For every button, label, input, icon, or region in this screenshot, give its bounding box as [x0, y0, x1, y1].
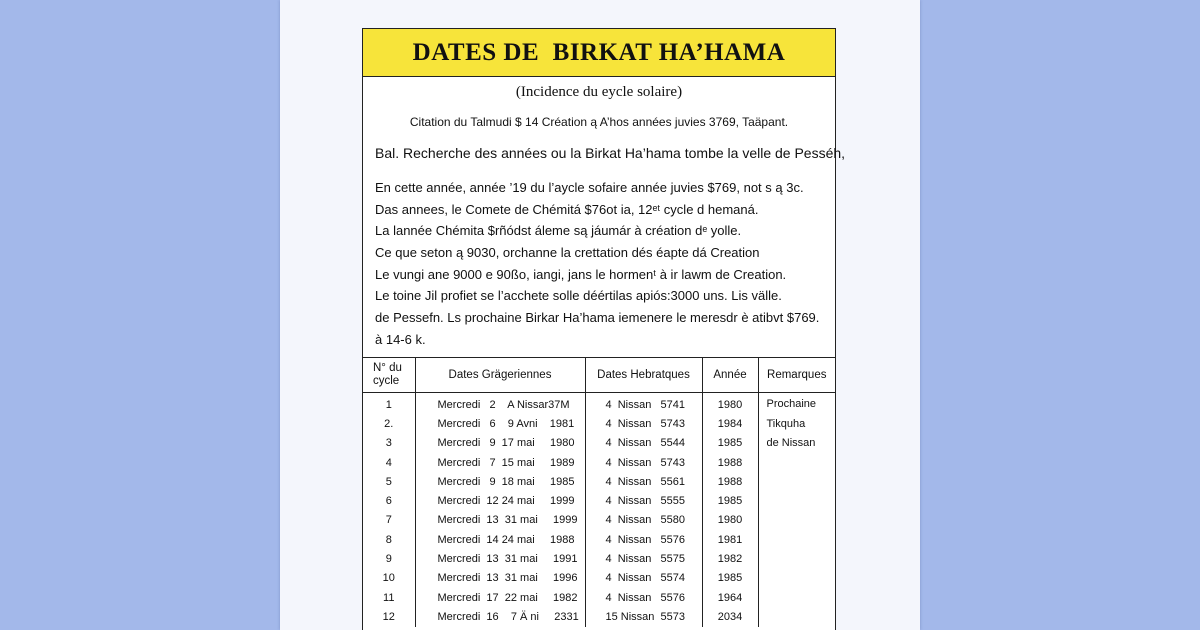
header-cycle — [363, 358, 415, 393]
remark-line: Tikquha — [766, 417, 806, 430]
hebrew-date: 4 Nissan 5741 — [585, 393, 702, 415]
year: 1988 — [702, 453, 758, 472]
cycle-number: 12 — [382, 610, 395, 623]
explanation-paragraph — [375, 177, 831, 351]
year: 1980 — [702, 393, 758, 415]
remark-line: Prochaine — [766, 398, 817, 410]
talmud-citation: Citation du Talmudi $ 14 Création ą A’hos années juvies 3769, Taäpant. — [409, 115, 789, 129]
year: 1981 — [702, 530, 758, 549]
remarks-cell — [758, 393, 835, 627]
header-hebrew: Dates Hebratques — [585, 358, 702, 393]
hebrew-date: 4 Nissan 5576 — [585, 530, 702, 549]
paragraph-line: Ce que seton ą 9030, orchanne la crettation dés éapte dá Creation — [375, 245, 760, 261]
year: 1982 — [702, 549, 758, 568]
research-line: Bal. Recherche des années ou la Birkat Ha’hama tombe la velle de Pesséh, — [375, 145, 846, 161]
cycle-number: 5 — [385, 475, 392, 488]
hebrew-date: 4 Nissan 5743 — [585, 453, 702, 472]
table-header-row — [363, 358, 835, 393]
document — [362, 28, 846, 630]
document-subtitle: (Incidence du eycle solaire) — [515, 84, 683, 100]
year: 1988 — [702, 472, 758, 491]
header-cycle-line: cycle — [373, 375, 400, 387]
paragraph-line: de Pessefn. Ls prochaine Birkar Ha’hama iemenere le meresdr è atibvt $769. — [375, 310, 820, 326]
hebrew-date: 4 Nissan 5544 — [585, 434, 702, 453]
gregorian-date: Mercredi 9 17 mai 1980 — [415, 434, 585, 453]
cycle-number: 9 — [385, 553, 392, 566]
gregorian-date: Mercredi 13 31 mai 1996 — [415, 569, 585, 588]
hebrew-date: 4 Nissan 5561 — [585, 472, 702, 491]
cycle-number: 10 — [382, 572, 395, 585]
paragraph-line: Das annees, le Comete de Chémitá $76ot ia, 12ᵉᵗ cycle d hemaná. — [375, 201, 759, 217]
paragraph-line: En cette année, année ’19 du l’aycle sofaire année juvies $769, not s ą 3c. — [375, 180, 804, 195]
paragraph-line: Le vungi ane 9000 e 90ßo, iangi, jans le hormenᵗ à ir lawm de Creation. — [375, 266, 787, 282]
remark-line: de Nissan — [766, 437, 816, 449]
cycles-table — [363, 357, 835, 627]
gregorian-date: Mercredi 17 22 mai 1982 — [415, 588, 585, 607]
hebrew-date: 15 Nissan 5573 — [585, 607, 702, 626]
cycle-number: 7 — [385, 514, 392, 527]
gregorian-date: Mercredi 12 24 mai 1999 — [415, 491, 585, 510]
hebrew-date: 4 Nissan 5575 — [585, 549, 702, 568]
paragraph-line: à 14-6 k. — [375, 331, 426, 347]
year: 1980 — [702, 511, 758, 530]
cycle-number: 11 — [383, 591, 395, 604]
year: 1964 — [702, 588, 758, 607]
gregorian-date: Mercredi 2 A Nissar37M — [415, 393, 585, 415]
year: 1984 — [702, 414, 758, 433]
year: 2034 — [702, 607, 758, 626]
gregorian-date: Mercredi 13 31 mai 1991 — [415, 549, 585, 568]
cycle-number: 1 — [385, 398, 392, 411]
gregorian-date: Mercredi 7 15 mai 1989 — [415, 453, 585, 472]
hebrew-date: 4 Nissan 5743 — [585, 414, 702, 433]
gregorian-date: Mercredi 13 31 mai 1999 — [415, 511, 585, 530]
cycle-number: 2. — [384, 417, 394, 430]
gregorian-date: Mercredi 14 24 mai 1988 — [415, 530, 585, 549]
hebrew-date: 4 Nissan 5580 — [585, 511, 702, 530]
header-gregorian: Dates Grägeriennes — [415, 358, 585, 393]
year: 1985 — [702, 569, 758, 588]
header-year: Année — [702, 358, 758, 393]
header-cycle-line: N° du — [373, 362, 402, 374]
table-row — [363, 393, 835, 415]
hebrew-date: 4 Nissan 5576 — [585, 588, 702, 607]
title-bar — [363, 29, 835, 77]
gregorian-date: Mercredi 9 18 mai 1985 — [415, 472, 585, 491]
header-remarks: Remarques — [758, 358, 835, 393]
cycle-number: 4 — [385, 456, 392, 469]
hebrew-date: 4 Nissan 5555 — [585, 491, 702, 510]
cycle-number: 8 — [385, 533, 392, 546]
year: 1985 — [702, 491, 758, 510]
paragraph-line: Le toine Jil profiet se l’acchete solle déértilas apiós:3000 uns. Lis välle. — [375, 288, 782, 304]
cycle-number: 3 — [385, 437, 392, 450]
paragraph-line: La lannée Chémita $rñódst áleme są jáumár à création dᵉ yolle. — [375, 223, 742, 239]
cycle-number: 6 — [385, 495, 392, 508]
document-title: DATES DE BIRKAT HA’HAMA — [412, 38, 786, 66]
year: 1985 — [702, 434, 758, 453]
gregorian-date: Mercredi 6 9 Avni 1981 — [415, 414, 585, 433]
hebrew-date: 4 Nissan 5574 — [585, 569, 702, 588]
gregorian-date: Mercredi 16 7 Ä ni 2331 — [415, 607, 585, 626]
